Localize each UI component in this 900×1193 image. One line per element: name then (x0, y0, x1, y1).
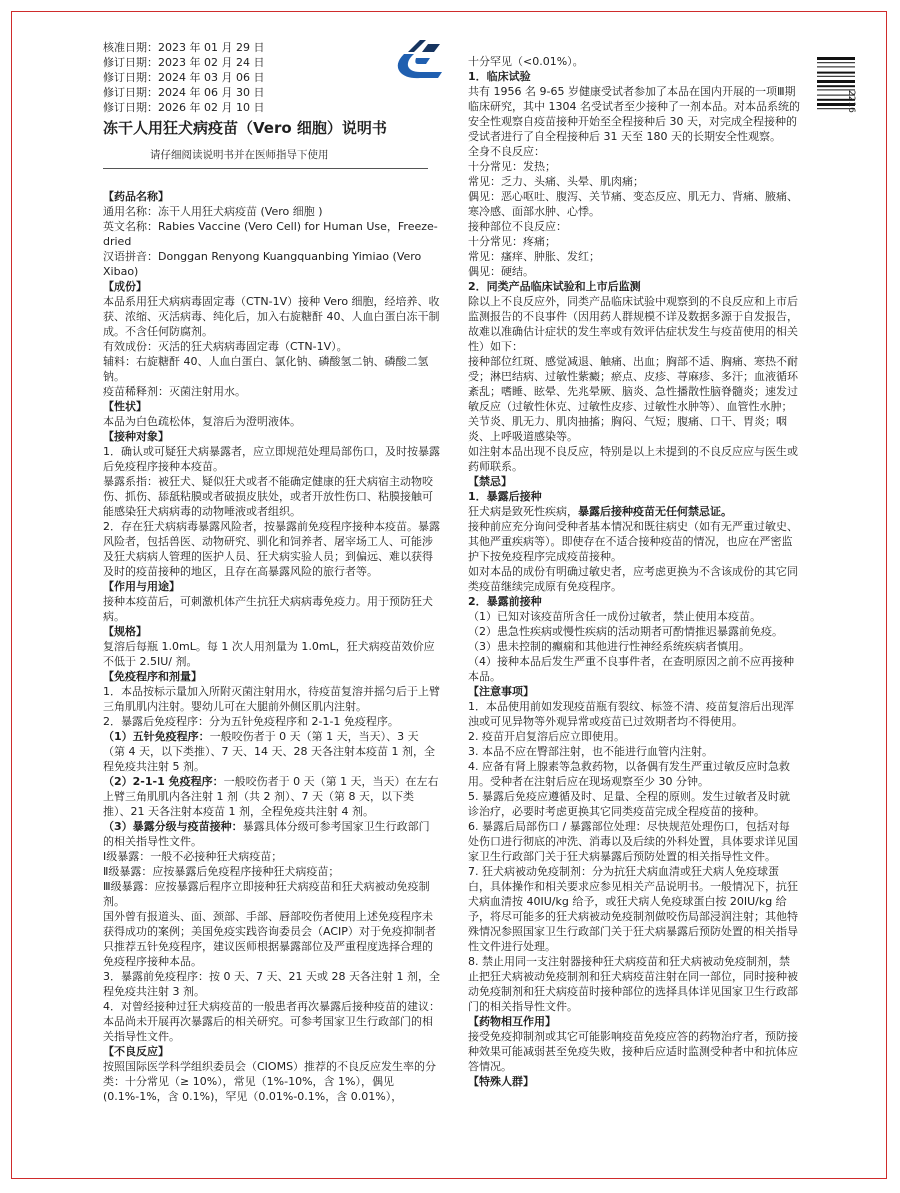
paragraph: 共有 1956 名 9-65 岁健康受试者参加了本品在国内开展的一项Ⅲ期临床研究，其中 1304 名受试者至少接种了一剂本品。对本品系统的安全性观察自疫苗接种开始至全程接种后 30 天，对完成全程接种的受试者进行了自全程接种后 31 天至 180 天的长期安全性观察。 (468, 85, 800, 143)
barcode-bar (817, 72, 855, 74)
paragraph: 辅料：右旋糖酐 40、人血白蛋白、氯化钠、磷酸氢二钠、磷酸二氢钠。 (103, 355, 429, 383)
paragraph: （2）2-1-1 免疫程序：一般咬伤者于 0 天（第 1 天，当天）在左右上臂三角肌肌内各注射 1 剂（共 2 剂）、7 天（第 8 天，以下类推）、21 天各注射本疫苗 1 剂，全程免疫共注射 4 剂。 (103, 775, 439, 818)
paragraph: 有效成份：灭活的狂犬病病毒固定毒（CTN-1V）。 (103, 340, 348, 353)
paragraph: （1）已知对该疫苗所含任一成份过敏者，禁止使用本疫苗。 (468, 610, 761, 623)
paragraph: 8. 禁止用同一支注射器接种狂犬病疫苗和狂犬病被动免疫制剂，禁止把狂犬病被动免疫制剂和狂犬病疫苗注射在同一部位，同时接种被动免疫制剂和狂犬病疫苗时接种部位的选择具体详见国家卫生行政部门的相关指导性文件。 (468, 955, 798, 1013)
section-heading: 【特殊人群】 (468, 1075, 534, 1088)
paragraph: （1）五针免疫程序：一般咬伤者于 0 天（第 1 天，当天）、3 天（第 4 天，以下类推）、7 天、14 天、28 天各注射本疫苗 1 剂，全程免疫共注射 5 剂。 (103, 730, 435, 773)
paragraph: 3. 本品不应在臀部注射，也不能进行血管内注射。 (468, 745, 713, 758)
right-column-body (468, 54, 800, 1089)
date-line: 修订日期：2024 年 06 月 30 日 (103, 86, 265, 99)
left-column-body (103, 189, 440, 1104)
barcode-bar (817, 66, 855, 67)
paragraph: 6. 暴露后局部伤口 / 暴露部位处理：尽快规范处理伤口，包括对每处伤口进行彻底的冲洗、消毒以及后续的外科处置，具体要求详见国家卫生行政部门关于狂犬病暴露后预防处置的相关指导性文件。 (468, 820, 798, 863)
barcode-bar (817, 62, 855, 63)
section-heading: 1．暴露后接种 (468, 490, 542, 503)
paragraph: 1．确认或可疑狂犬病暴露者，应立即规范处理局部伤口，及时按暴露后免疫程序接种本疫苗。 (103, 445, 440, 473)
paragraph: 4. 应备有肾上腺素等急救药物，以备偶有发生严重过敏反应时急救用。受种者在注射后应在现场观察至少 30 分钟。 (468, 760, 790, 788)
paragraph: 如注射本品出现不良反应，特别是以上未提到的不良反应应与医生或药师联系。 (468, 445, 798, 473)
right-column (468, 54, 800, 1089)
paragraph: 通用名称：冻干人用狂犬病疫苗 (Vero 细胞 ) (103, 205, 323, 218)
section-heading: 【禁忌】 (468, 475, 512, 488)
paragraph: 接种部位不良反应： (468, 220, 567, 233)
date-line: 修订日期：2023 年 02 月 24 日 (103, 56, 265, 69)
paragraph: 十分常见：疼痛； (468, 235, 556, 248)
paragraph: （2）患急性疾病或慢性疾病的活动期者可酌情推迟暴露前免疫。 (468, 625, 783, 638)
paragraph: （3）患未控制的癫痫和其他进行性神经系统疾病者慎用。 (468, 640, 750, 653)
document-title: 冻干人用狂犬病疫苗（Vero 细胞）说明书 (103, 119, 387, 137)
paragraph: 接种前应充分询问受种者基本情况和既往病史（如有无严重过敏史、其他严重疾病等）。即使存在不适合接种疫苗的情况，也应在严密监护下按免疫程序完成疫苗接种。 (468, 520, 798, 563)
date-line: 修订日期：2024 年 03 月 06 日 (103, 71, 265, 84)
paragraph: 3．暴露前免疫程序：按 0 天、7 天、21 天或 28 天各注射 1 剂，全程免疫共注射 3 剂。 (103, 970, 440, 998)
paragraph: 4．对曾经接种过狂犬病疫苗的一般患者再次暴露后接种疫苗的建议：本品尚未开展再次暴露后的相关研究。可参考国家卫生行政部门的相关指导性文件。 (103, 1000, 440, 1043)
paragraph: 2．暴露后免疫程序：分为五针免疫程序和 2-1-1 免疫程序。 (103, 715, 399, 728)
section-heading: 1．临床试验 (468, 70, 531, 83)
paragraph: 2．存在狂犬病病毒暴露风险者，按暴露前免疫程序接种本疫苗。暴露风险者，包括兽医、动物研究、驯化和饲养者、屠宰场工人、可能涉及狂犬病病人管理的医护人员、狂犬病实验人员；到偏远、难以获得及时的疫苗接种的地区，且存在高暴露风险的旅行者等。 (103, 520, 440, 578)
section-heading: 【成份】 (103, 280, 147, 293)
paragraph: （4）接种本品后发生严重不良事件者，在查明原因之前不应再接种本品。 (468, 655, 794, 683)
barcode-bar (817, 76, 855, 77)
section-heading: 【注意事项】 (468, 685, 534, 698)
paragraph: 如对本品的成份有明确过敏史者，应考虑更换为不含该成份的其它同类疫苗继续完成原有免疫程序。 (468, 565, 798, 593)
paragraph: 偶见：恶心呕吐、腹泻、关节痛、变态反应、肌无力、背痛、腋痛、寒冷感、面部水肿、心悸。 (468, 190, 798, 218)
approval-dates (103, 40, 440, 115)
section-heading: 2．同类产品临床试验和上市后监测 (468, 280, 641, 293)
paragraph: 接受免疫抑制剂或其它可能影响疫苗免疫应答的药物治疗者，预防接种效果可能减弱甚至免疫失败，接种后应适时监测受种者中和抗体应答情况。 (468, 1030, 798, 1073)
paragraph: Ⅲ级暴露：应按暴露后程序立即接种狂犬病疫苗和狂犬病被动免疫制剂。 (103, 880, 430, 908)
section-heading: 【性状】 (103, 400, 147, 413)
paragraph: 5. 暴露后免疫应遵循及时、足量、全程的原则。发生过敏者及时就诊治疗，必要时考虑更换其它同类疫苗完成全程疫苗的接种。 (468, 790, 790, 818)
paragraph: Ⅱ级暴露：应按暴露后免疫程序接种狂犬病疫苗； (103, 865, 340, 878)
left-column (103, 40, 440, 1104)
paragraph: 7. 狂犬病被动免疫制剂：分为抗狂犬病血清或狂犬病人免疫球蛋白，具体操作和相关要求应参见相关产品说明书。一般情况下，抗狂犬病血清按 40IU/kg 给予，或狂犬病人免疫球蛋白按 20IU/kg 给予，将尽可能多的狂犬病被动免疫制剂做咬伤局部浸润注射；其他特殊情况参照国家卫生行政部门关于狂犬病暴露后预防处置的相关指导性文件进行处理。 (468, 865, 798, 953)
barcode-number: 2216 (846, 90, 856, 113)
paragraph: 疫苗稀释剂：灭菌注射用水。 (103, 385, 246, 398)
paragraph: 汉语拼音：Donggan Renyong Kuangquanbing Yimiao (Vero Xibao) (103, 250, 422, 278)
paragraph: 暴露系指：被狂犬、疑似狂犬或者不能确定健康的狂犬病宿主动物咬伤、抓伤、舔舐粘膜或者破损皮肤处，或者开放性伤口、粘膜接触可能感染狂犬病病毒的动物唾液或者组织。 (103, 475, 433, 518)
paragraph: 狂犬病是致死性疾病，暴露后接种疫苗无任何禁忌证。 (468, 505, 732, 518)
paragraph: 接种部位红斑、感觉减退、触痛、出血；胸部不适、胸痛、寒热不耐受；淋巴结病、过敏性紫癜；瘀点、皮疹、荨麻疹、多汗；血液循环紊乱；嗜睡、眩晕、先兆晕厥、脑炎、急性播散性脑脊髓炎；速发过敏反应（过敏性休克、过敏性皮疹、过敏性水肿等）、血管性水肿；关节炎、肌无力、肌肉抽搐；胸闷、气短；腹痛、口干、胃炎；咽炎、上呼吸道感染等。 (468, 355, 798, 443)
paragraph: （3）暴露分级与疫苗接种：暴露具体分级可参考国家卫生行政部门的相关指导性文件。 (103, 820, 430, 848)
section-heading: 【规格】 (103, 625, 147, 638)
paragraph: 全身不良反应： (468, 145, 545, 158)
section-heading: 【接种对象】 (103, 430, 169, 443)
date-line: 核准日期：2023 年 01 月 29 日 (103, 41, 265, 54)
paragraph: 常见：乏力、头痛、头晕、肌肉痛； (468, 175, 644, 188)
paragraph: 按照国际医学科学组织委员会（CIOMS）推荐的不良反应发生率的分类：十分常见（≥ 10%），常见（1%-10%，含 1%），偶见 (0.1%-1%，含 0.1%)，罕见（0.01%-0.1%，含 0.01%）， (103, 1060, 437, 1103)
paragraph: 除以上不良反应外，同类产品临床试验中观察到的不良反应和上市后监测报告的不良事件（因用药人群规模不详及数据多源于自发报告，故难以准确估计症状的发生率或有效评估症状发生与疫苗使用的相关性）如下： (468, 295, 798, 353)
paragraph: 偶见：硬结。 (468, 265, 534, 278)
paragraph: 1．本品使用前如发现疫苗瓶有裂纹、标签不清、疫苗复溶后出现浑浊或可见异物等外观异常或疫苗已过效期者均不得使用。 (468, 700, 794, 728)
section-heading: 【药物相互作用】 (468, 1015, 556, 1028)
paragraph: 本品系用狂犬病病毒固定毒（CTN-1V）接种 Vero 细胞，经培养、收获、浓缩、灭活病毒、纯化后，加入右旋糖酐 40、人血白蛋白冻干制成。不含任何防腐剂。 (103, 295, 440, 338)
barcode-bar (817, 57, 855, 60)
paragraph: 复溶后每瓶 1.0mL。每 1 次人用剂量为 1.0mL，狂犬病疫苗效价应不低于 2.5IU/ 剂。 (103, 640, 435, 668)
paragraph: 十分罕见（<0.01%）。 (468, 55, 584, 68)
section-heading: 【免疫程序和剂量】 (103, 670, 202, 683)
section-heading: 【不良反应】 (103, 1045, 169, 1058)
document-subtitle: 请仔细阅读说明书并在医师指导下使用 (150, 149, 329, 161)
section-heading: 2．暴露前接种 (468, 595, 542, 608)
paragraph: 常见：瘙痒、肿胀、发红； (468, 250, 600, 263)
barcode-bar (817, 80, 855, 83)
title-divider (103, 168, 428, 169)
paragraph: 英文名称：Rabies Vaccine (Vero Cell) for Human Use，Freeze-dried (103, 220, 438, 248)
barcode-bar (817, 85, 855, 87)
paragraph: 十分常见：发热； (468, 160, 556, 173)
date-line: 修订日期：2026 年 02 月 10 日 (103, 101, 265, 114)
paragraph: 接种本疫苗后，可刺激机体产生抗狂犬病病毒免疫力。用于预防狂犬病。 (103, 595, 433, 623)
paragraph: 1．本品按标示量加入所附灭菌注射用水，待疫苗复溶并摇匀后于上臂三角肌肌内注射。婴幼儿可在大腿前外侧区肌内注射。 (103, 685, 440, 713)
paragraph: Ⅰ级暴露：一般不必接种狂犬病疫苗； (103, 850, 283, 863)
paragraph: 本品为白色疏松体，复溶后为澄明液体。 (103, 415, 301, 428)
paragraph: 国外曾有报道头、面、颈部、手部、唇部咬伤者使用上述免疫程序未获得成功的案例；美国免疫实践咨询委员会（ACIP）对于免疫抑制者只推荐五针免疫程序，建议医师根据暴露部位及严重程度选择合理的免疫程序接种本品。 (103, 910, 436, 968)
section-heading: 【药品名称】 (103, 190, 169, 203)
section-heading: 【作用与用途】 (103, 580, 180, 593)
paragraph: 2. 疫苗开启复溶后应立即使用。 (468, 730, 625, 743)
